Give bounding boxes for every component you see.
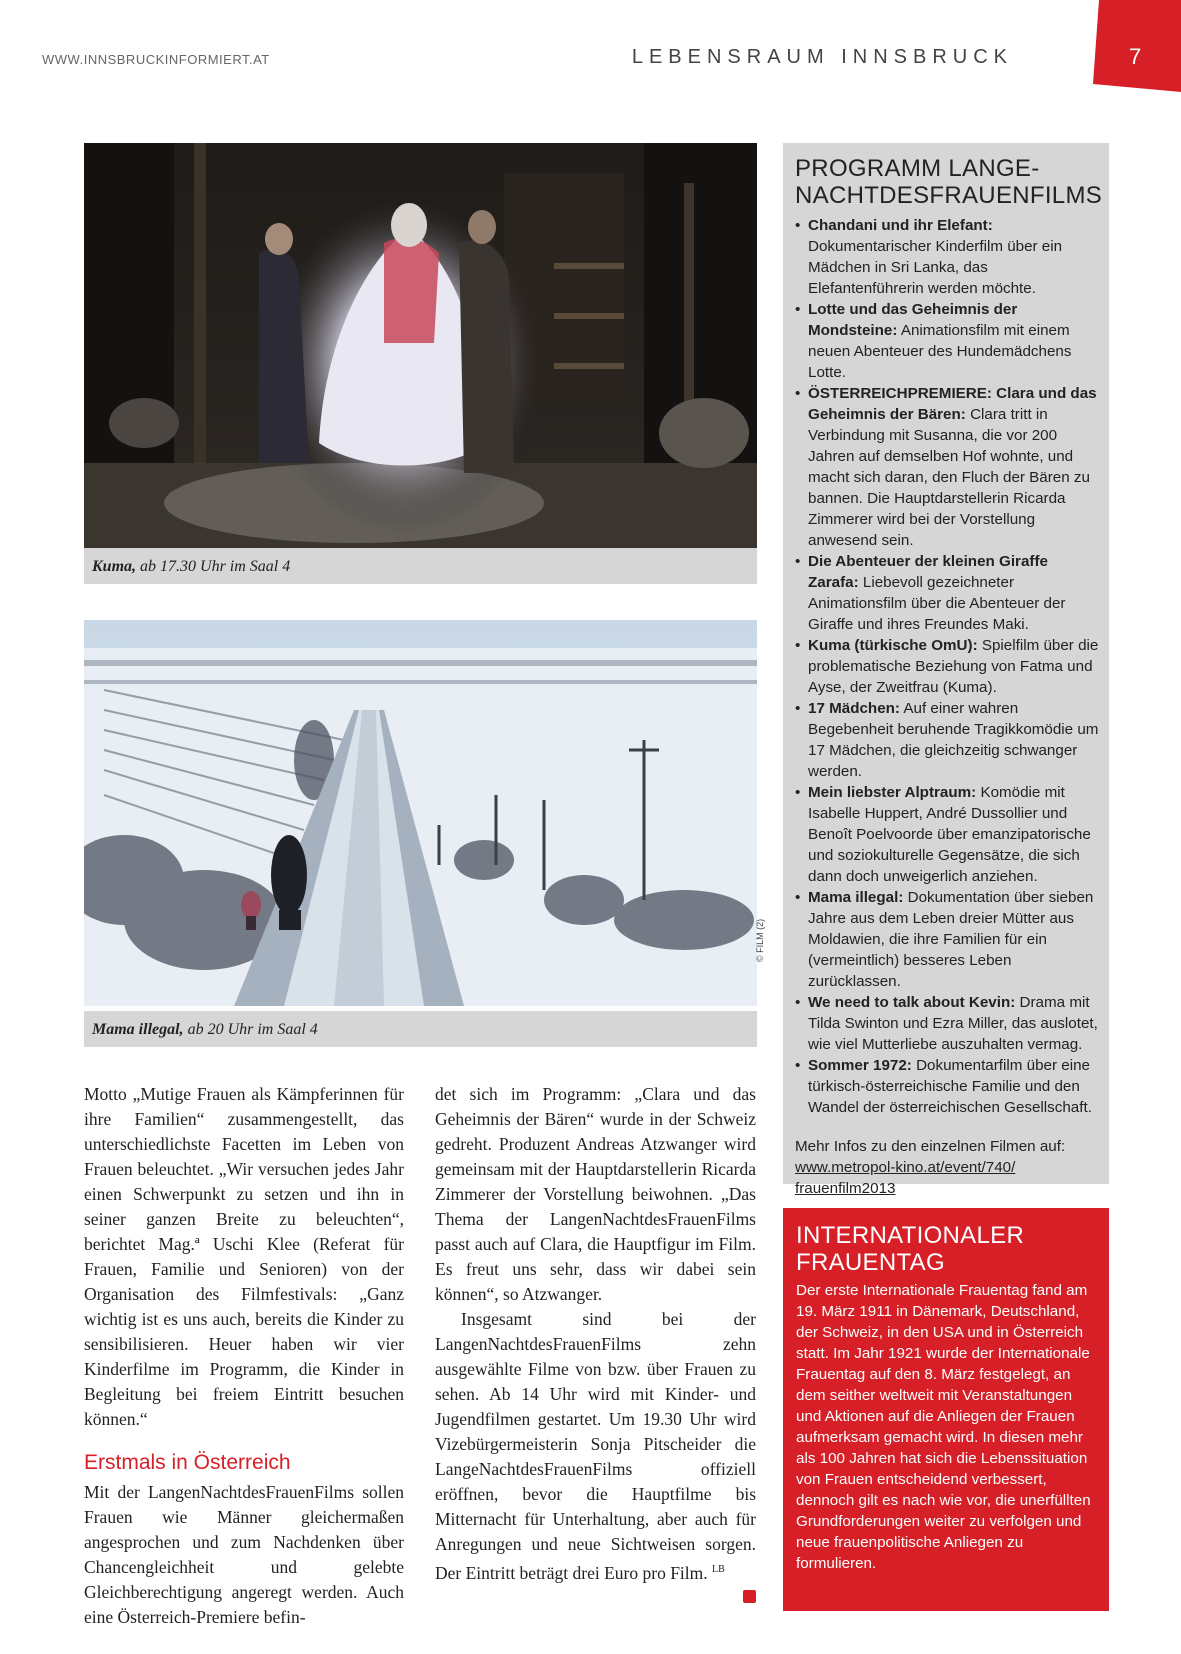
photo-mama-illegal	[84, 620, 757, 1006]
caption-mama-illegal-text: ab 20 Uhr im Saal 4	[183, 1021, 318, 1038]
program-box-title-line: NACHTDESFRAUENFILMS	[795, 182, 1103, 209]
program-item-text: Komödie mit Isabelle Huppert, André Dussollier und Benoît Poelvoorde über emanzipatorische und soziokulturelle Gegensätze, die sich dann doch unweigerlich anziehen.	[808, 784, 1091, 885]
program-link[interactable]	[795, 1157, 1099, 1199]
program-item	[795, 383, 1099, 551]
frauentag-box	[783, 1208, 1109, 1611]
article-column-2	[435, 1082, 756, 1586]
program-item-title: Mein liebster Alptraum:	[808, 784, 977, 801]
author-initials: LB	[712, 1564, 725, 1575]
photo-kuma	[84, 143, 757, 548]
page-number-tab	[1081, 0, 1181, 92]
program-box-title-line: PROGRAMM LANGE-	[795, 155, 1040, 182]
program-item-text: Animationsfilm mit einem neuen Abenteuer des Hundemädchens Lotte.	[808, 322, 1072, 381]
website-url: WWW.INNSBRUCKINFORMIERT.AT	[42, 52, 270, 67]
caption-kuma-title: Kuma,	[92, 558, 137, 575]
program-link-line: frauenfilm2013	[795, 1180, 896, 1197]
program-item-text: Drama mit Tilda Swinton und Ezra Miller, das auslotet, wie viel Mutterliebe auszuhalten vermag.	[808, 994, 1098, 1053]
article-column-1	[84, 1082, 404, 1630]
program-item-title: Die Abenteuer der kleinen Giraffe Zarafa:	[808, 553, 1048, 591]
article-paragraph: Mit der LangenNachtdesFrauenFilms sollen Frauen wie Männer gleichermaßen angesprochen und zum Nachdenken über Chancengleichheit und gelebte Gleichberechtigung angeregt werden. Auch eine Österreich-Premiere befin-	[84, 1482, 404, 1627]
more-info	[795, 1136, 1099, 1199]
page-number: 7	[1129, 44, 1142, 69]
article-paragraph	[435, 1307, 756, 1586]
program-item-text: Liebevoll gezeichneter Animationsfilm über die Abenteuer der Giraffe und ihres Freundes Maki.	[808, 574, 1066, 633]
program-item-title: We need to talk about Kevin:	[808, 994, 1016, 1011]
program-item	[795, 299, 1099, 383]
program-item-title: Sommer 1972:	[808, 1057, 912, 1074]
program-box-title	[795, 155, 1103, 209]
program-item	[795, 782, 1099, 887]
program-item-text: Clara tritt in Verbindung mit Susanna, die vor 200 Jahren auf demselben Hof wohnte, und macht sich daran, den Fluch der Bären zu bannen. Die Hauptdarstellerin Ricarda Zimmerer wird bei der Vorstellung anwesend sein.	[808, 406, 1090, 549]
frauentag-title-line: FRAUENTAG	[796, 1249, 945, 1276]
article-subheading: Erstmals in Österreich	[84, 1451, 291, 1474]
program-item-title: Mama illegal:	[808, 889, 904, 906]
program-item	[795, 1055, 1099, 1118]
program-item	[795, 635, 1099, 698]
program-item-text: Dokumentation über sieben Jahre aus dem Leben dreier Mütter aus Moldawien, die ihre Familien für ein (vermeintlich) besseres Leben zurücklassen.	[808, 889, 1094, 990]
article-closing-text: Insgesamt sind bei der LangenNachtdesFrauenFilms zehn ausgewählte Filme von bzw. über Frauen zu sehen. Ab 14 Uhr wird mit Kinder- und Jugendfilmen gestartet. Um 19.30 Uhr wird Vizebürgermeisterin Sonja Pitscheider die LangeNachtdesFrauenFilms offiziell eröffnen, bevor die Hauptfilme bis Mitternacht für Unterhaltung, aber auch für Anregungen und neue Sichtweisen sorgen. Der Eintritt beträgt drei Euro pro Film.	[435, 1309, 756, 1583]
program-item-text: Dokumentarischer Kinderfilm über ein Mädchen in Sri Lanka, das Elefantenführerin werden möchte.	[808, 238, 1063, 297]
frauentag-text: Der erste Internationale Frauentag fand am 19. März 1911 in Dänemark, Deutschland, der Schweiz, in den USA und in Österreich statt. Im Jahr 1921 wurde der Internationale Frauentag auf den 8. März festgelegt, an dem seither weltweit mit Veranstaltungen und Aktionen auf die Anliegen der Frauen aufmerksam gemacht wird. In diesen mehr als 100 Jahren hat sich die Lebenssituation von Frauen entscheidend verbessert, dennoch gilt es nach wie vor, die unerfüllten Grundforderungen weiter zu verfolgen und neue frauenpolitische Anliegen zu formulieren.	[796, 1282, 1091, 1572]
frauentag-title-line: INTERNATIONALER	[796, 1222, 1025, 1249]
program-item-title: Chandani und ihr Elefant:	[808, 217, 993, 234]
article-end-mark	[743, 1590, 756, 1603]
program-item	[795, 992, 1099, 1055]
program-item-title: 17 Mädchen:	[808, 700, 900, 717]
program-item-text: Spielfilm über die problematische Beziehung von Fatma und Ayse, der Zweitfrau (Kuma).	[808, 637, 1099, 696]
caption-kuma	[84, 548, 757, 584]
more-info-text: Mehr Infos zu den einzelnen Filmen auf:	[795, 1138, 1066, 1155]
program-item	[795, 698, 1099, 782]
program-item	[795, 887, 1099, 992]
program-link-line: www.metropol-kino.at/event/740/	[795, 1159, 1016, 1176]
program-item-title: Kuma (türkische OmU):	[808, 637, 978, 654]
program-box	[783, 143, 1109, 1197]
program-item	[795, 215, 1099, 299]
caption-mama-illegal	[84, 1011, 757, 1047]
program-item-title: ÖSTERREICHPREMIERE: Clara und das Geheimnis der Bären:	[808, 385, 1097, 423]
program-item-text: Auf einer wahren Begebenheit beruhende Tragikkomödie um 17 Mädchen, die gleichzeitig schwanger werden.	[808, 700, 1099, 780]
program-item-text: Dokumentarfilm über eine türkisch-österreichische Familie und den Wandel der österreichischen Gesellschaft.	[808, 1057, 1092, 1116]
program-item	[795, 551, 1099, 635]
article-paragraph: Motto „Mutige Frauen als Kämpferinnen für ihre Familien“ zusammengestellt, das unterschiedlichste Facetten im Leben von Frauen beleuchtet. „Wir versuchen jedes Jahr einen Schwerpunkt zu setzen und ihn in seiner ganzen Breite zu beleuchten“, berichtet Mag.ª Uschi Klee (Referat für Frauen, Familie und Senioren) von der Organisation des Filmfestivals: „Ganz wichtig ist es uns auch, bereits die Kinder zu sensibilisieren. Heuer haben wir vier Kinderfilme im Programm, die Kinder in Begleitung bei freiem Eintritt besuchen können.“	[84, 1084, 404, 1429]
caption-mama-illegal-title: Mama illegal,	[92, 1021, 184, 1038]
article-paragraph: det sich im Programm: „Clara und das Geheimnis der Bären“ wurde in der Schweiz gedreht. Produzent Andreas Atzwanger wird gemeinsam mit der Hauptdarstellerin Ricarda Zimmerer der Vorstellung beiwohnen. „Das Thema der LangenNachtdesFrauenFilms passt auch auf Clara, die Hauptfigur im Film. Es freut uns sehr, dass wir dabei sein können“, so Atzwanger.	[435, 1084, 756, 1304]
frauentag-box-title	[796, 1222, 1099, 1276]
program-list	[795, 215, 1099, 1118]
program-item-title: Lotte und das Geheimnis der Mondsteine:	[808, 301, 1018, 339]
caption-kuma-text: ab 17.30 Uhr im Saal 4	[136, 558, 291, 575]
section-title: LEBENSRAUM INNSBRUCK	[631, 46, 1013, 68]
photo-credit: © FILM (2)	[755, 918, 765, 962]
